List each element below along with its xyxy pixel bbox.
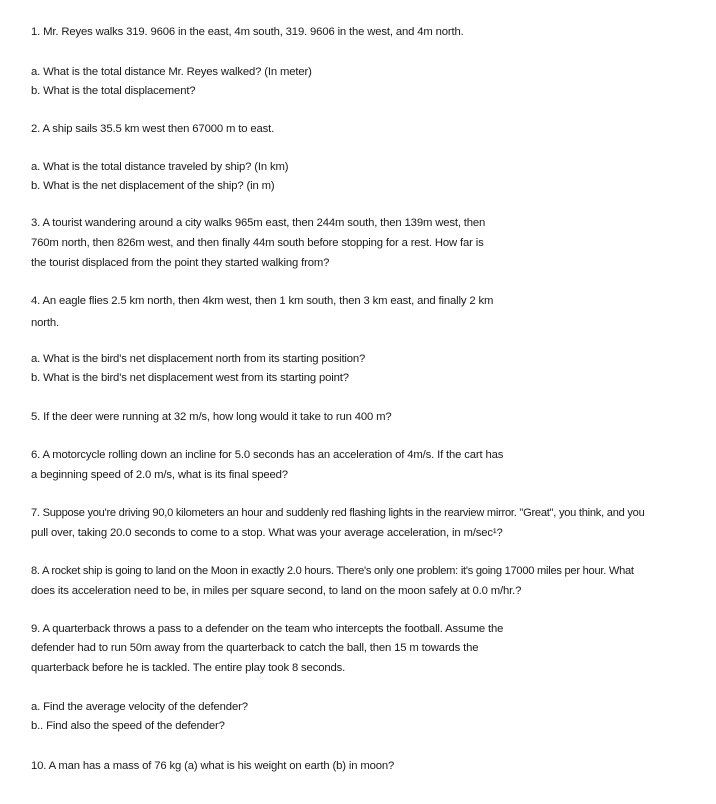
question-2a: a. What is the total distance traveled by ship? (In km)	[31, 161, 289, 173]
question-3-line-3: the tourist displaced from the point they started walking from?	[31, 257, 330, 269]
question-4-line-2: north.	[31, 317, 59, 329]
question-2: 2. A ship sails 35.5 km west then 67000 m to east.	[31, 123, 275, 135]
question-1: 1. Mr. Reyes walks 319. 9606 in the east, 4m south, 319. 9606 in the west, and 4m north.	[31, 26, 464, 38]
question-3-line-1: 3. A tourist wandering around a city walks 965m east, then 244m south, then 139m west, then	[31, 217, 486, 229]
question-6-line-2: a beginning speed of 2.0 m/s, what is its final speed?	[31, 469, 288, 481]
question-4a: a. What is the bird's net displacement north from its starting position?	[31, 353, 366, 365]
question-2b: b. What is the net displacement of the ship? (in m)	[31, 180, 275, 192]
question-1a: a. What is the total distance Mr. Reyes walked? (In meter)	[31, 66, 312, 78]
question-10: 10. A man has a mass of 76 kg (a) what is his weight on earth (b) in moon?	[31, 760, 395, 772]
question-1b: b. What is the total displacement?	[31, 85, 196, 97]
question-6-line-1: 6. A motorcycle rolling down an incline for 5.0 seconds has an acceleration of 4m/s. If the cart has	[31, 449, 504, 461]
question-4b: b. What is the bird's net displacement west from its starting point?	[31, 372, 349, 384]
question-8-line-2: does its acceleration need to be, in miles per square second, to land on the moon safely at 0.0 m/hr.?	[31, 585, 522, 597]
question-9-line-2: defender had to run 50m away from the quarterback to catch the ball, then 15 m towards the	[31, 642, 479, 654]
question-4-line-1: 4. An eagle flies 2.5 km north, then 4km west, then 1 km south, then 3 km east, and finally 2 km	[31, 295, 494, 307]
question-8-line-1: 8. A rocket ship is going to land on the Moon in exactly 2.0 hours. There's only one problem: it's going 17000 miles per hour. What	[31, 565, 634, 577]
question-3-line-2: 760m north, then 826m west, and then finally 44m south before stopping for a rest. How far is	[31, 237, 484, 249]
question-9-line-1: 9. A quarterback throws a pass to a defender on the team who intercepts the football. Assume the	[31, 623, 504, 635]
question-5: 5. If the deer were running at 32 m/s, how long would it take to run 400 m?	[31, 411, 392, 423]
question-9a: a. Find the average velocity of the defender?	[31, 701, 248, 713]
question-7-line-1: 7. Suppose you're driving 90,0 kilometers an hour and suddenly red flashing lights in the rearview mirror. "Great", you think, and you	[31, 507, 645, 519]
question-9b: b.. Find also the speed of the defender?	[31, 720, 225, 732]
question-7-line-2: pull over, taking 20.0 seconds to come to a stop. What was your average acceleration, in m/sec¹?	[31, 527, 503, 539]
question-9-line-3: quarterback before he is tackled. The entire play took 8 seconds.	[31, 662, 346, 674]
